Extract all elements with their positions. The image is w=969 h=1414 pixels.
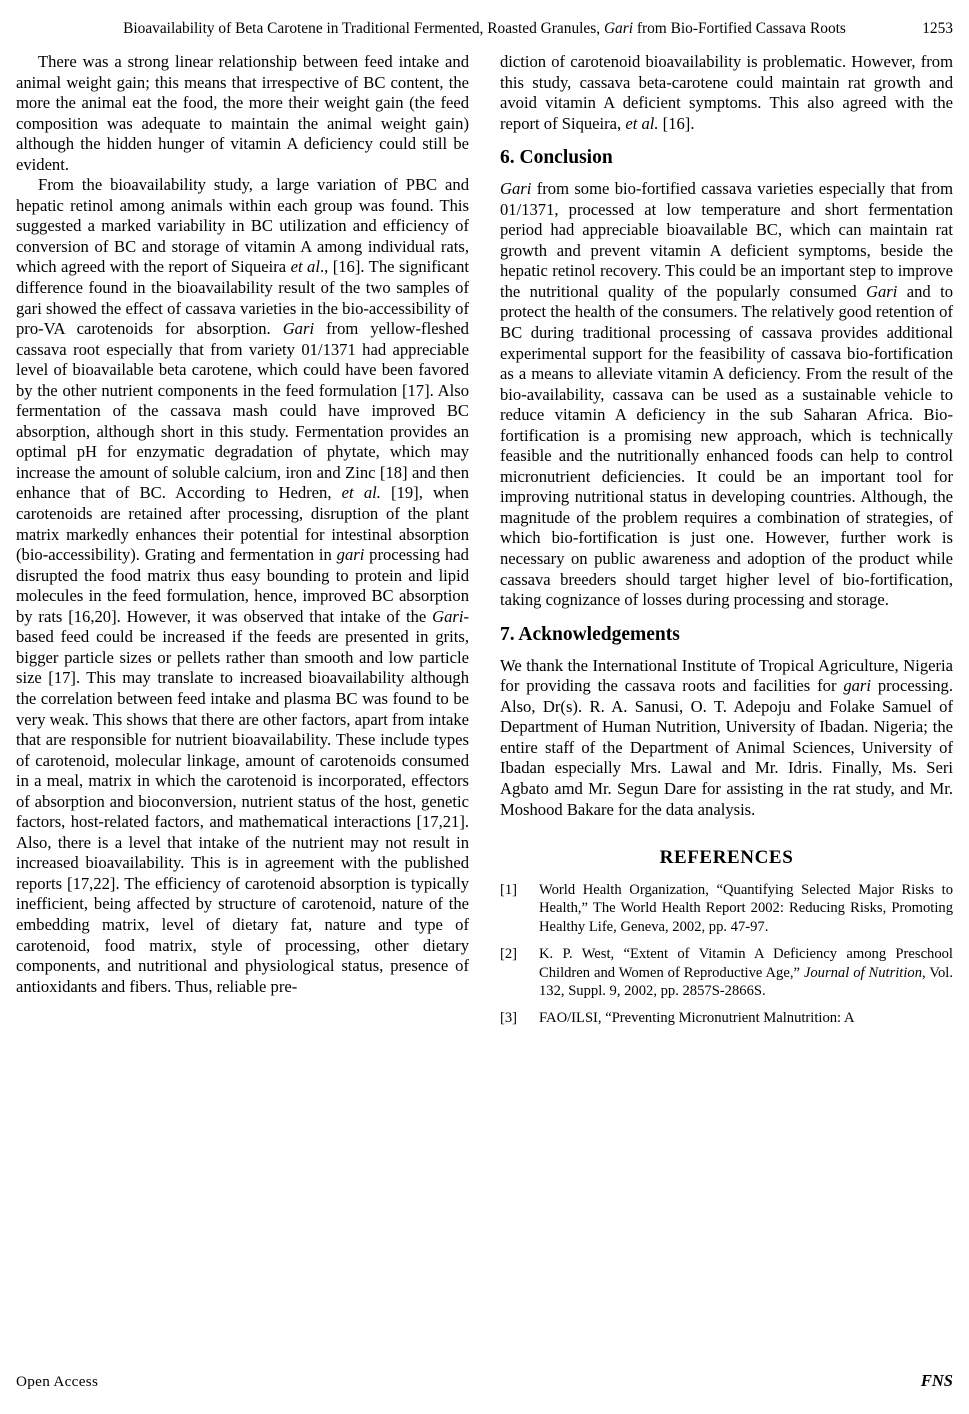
footer-open-access: Open Access [16, 1373, 99, 1390]
footer-journal-abbrev: FNS [920, 1371, 953, 1390]
heading-conclusion: 6. Conclusion [500, 147, 613, 169]
reference-text: World Health Organization, “Quantifying Selected Major Risks to Health,” The World Health Report 2002: Reducing Risks, Promoting Healthy Life, Geneva, 2002, pp. 47-97. [539, 882, 953, 935]
paragraph-feed-intake: There was a strong linear relationship between feed intake and animal weight gain; this means that irrespective of BC content, the more the animal eat the food, the more their weight gain (the feed composition was adequate to maintain the animal weight gain) although the hidden hunger of vitamin A deficiency could still be evident. [16, 52, 469, 174]
running-head-title-italic: Gari [603, 20, 634, 37]
italic-et-al-2: et al. [341, 483, 381, 503]
italic-gari-5: Gari [866, 281, 898, 301]
italic-gari-6: gari [843, 676, 871, 696]
reference-text: K. P. West, “Extent of Vitamin A Deficiency among Preschool Children and Women of Reproductive Age,” Journal of Nutrition, Vol. 132, Suppl. 9, 2002, pp. 2857S-2866S. [539, 946, 953, 1000]
reference-number: [1] [500, 882, 518, 899]
reference-number: [2] [500, 946, 518, 963]
italic-gari-1: Gari [282, 319, 315, 339]
running-head [16, 18, 953, 40]
reference-text: FAO/ILSI, “Preventing Micronutrient Malnutrition: A [539, 1010, 855, 1027]
paragraph-conclusion: Gari from some bio-fortified cassava varieties especially that from 01/1371, processed at low temperature and short fermentation period had appreciable bioavailable BC, which can maintain rat growth and prevent vitamin A deficient symptoms, beside the hepatic retinol recovery. This could be an important step to improve the nutritional quality of the popularly consumed Gari and to protect the health of the consumers. The relatively good retention of BC during traditional processing of cassava provides additional experimental support for the feasibility of cassava bio-fortification as a means to alleviate vitamin A deficiency. From the result of the bio-availability, cassava can be used as a sustainable vehicle to reduce vitamin A deficiency in the sub Saharan Africa. Bio-fortification is a promising new approach, which is technically feasible and the nutritionally enhanced foods can help to control micronutrient deficiencies. It could be an important tool for improving nutritional status in developing countries. Although, the magnitude of the problem requires a combination of strategies, of which bio-fortification is just one. However, further work is necessary on public awareness and adoption of the product while cassava breeders should target higher level of bio-fortification, taking cognizance of losses during processing and storage. [500, 179, 953, 610]
paragraph-bioavailability-variation: From the bioavailability study, a large variation of PBC and hepatic retinol among animals within each group was found. This suggested a marked variability in BC utilization and efficiency of conversion of BC and storage of vitamin A among individual rats, which agreed with the report of Siqueira et al., [16]. The significant difference found in the bioavailability result of the two samples of gari showed the effect of cassava varieties in the bio-accessibility of pro-VA carotenoids for absorption. Gari from yellow-fleshed cassava root especially that from variety 01/1371 had appreciable level of bioavailable beta carotene, which could have been favored by the other nutrient components in the feed formulation [17]. Also fermentation of the cassava mash could have improved BC absorption, although short in this study. Fermentation provides an optimal pH for enzymatic degradation of phytate, which may increase the amount of soluble calcium, iron and Zinc [18] and then enhance that of BC. According to Hedren, et al. [19], when carotenoids are retained after processing, disruption of the plant matrix markedly enhances their potential for intestinal absorption (bio-accessibility). Grating and fermentation in gari processing had disrupted the food matrix thus easy bounding to protein and lipid molecules in the feed formulation, hence, improved BC absorption by rats [16,20]. However, it was observed that intake of the Gari-based feed could be increased if the feeds are presented in grits, bigger particle sizes or pellets rather than smooth and low particle size [17]. This may translate to increased bioavailability although the correlation between feed intake and plasma BC was found to be very weak. This shows that there are other factors, apart from intake that are responsible for nutrient bioavailability. These include types of carotenoid, molecular linkage, amount of carotenoids consumed in a meal, matrix in which the carotenoid is incorporated, effectors of absorption and bioconversion, nutrient status of the host, genetic factors, host-related factors, and mathematical interactions [17,21]. Also, there is a level that intake of the nutrient may not result in increased bioavailability. This is in agreement with the published reports [17,22]. The efficiency of carotenoid absorption is typically inefficient, being affected by structure of carotenoid, nature of the embedding matrix, level of dietary fat, nature and type of carotenoid, food matrix, style of processing, other dietary components, and nutritional and physiological status, presence of antioxidants and fibers. Thus, reliable pre- [16, 175, 470, 996]
reference-item [500, 881, 953, 936]
reference-number: [3] [500, 1010, 518, 1027]
italic-gari-3: Gari [432, 606, 464, 626]
reference-item [500, 1009, 953, 1027]
reference-list [500, 881, 953, 1028]
italic-gari-4: Gari [500, 179, 532, 199]
paragraph-acknowledgements: We thank the International Institute of Tropical Agriculture, Nigeria for providing the cassava roots and facilities for gari processing. Also, Dr(s). R. A. Sanusi, O. T. Adepoju and Folake Samuel of Department of Human Nutrition, University of Ibadan. Nigeria; the entire staff of the Department of Animal Sciences, University of Ibadan especially Mrs. Lawal and Mr. Idris. Finally, Ms. Seri Agbato amd Mr. Segun Dare for assisting in the rat study, and Mr. Moshood Bakare for the data analysis. [500, 655, 953, 819]
left-column [16, 52, 469, 1357]
reference-item [500, 945, 953, 1000]
running-head-title: Bioavailability of Beta Carotene in Traditional Fermented, Roasted Granules, Gari from Bio-Fortified Cassava Roots [123, 20, 846, 37]
italic-gari-2: gari [336, 545, 365, 565]
paragraph-continuation: diction of carotenoid bioavailability is problematic. However, from this study, cassava beta-carotene could maintain rat growth and avoid vitamin A deficient symptoms. This also agreed with the report of Siqueira, et al. [16]. [500, 52, 953, 133]
heading-acknowledgements: 7. Acknowledgements [500, 623, 680, 645]
page-number: 1253 [922, 20, 953, 37]
italic-et-al-3: et al. [625, 113, 659, 133]
body-columns [16, 52, 953, 1357]
italic-et-al-1: et al [290, 257, 320, 277]
right-column [500, 52, 953, 1357]
page-footer [16, 1370, 953, 1392]
reference-italic: Journal of Nutrition [803, 964, 923, 981]
heading-references: REFERENCES [659, 847, 794, 869]
